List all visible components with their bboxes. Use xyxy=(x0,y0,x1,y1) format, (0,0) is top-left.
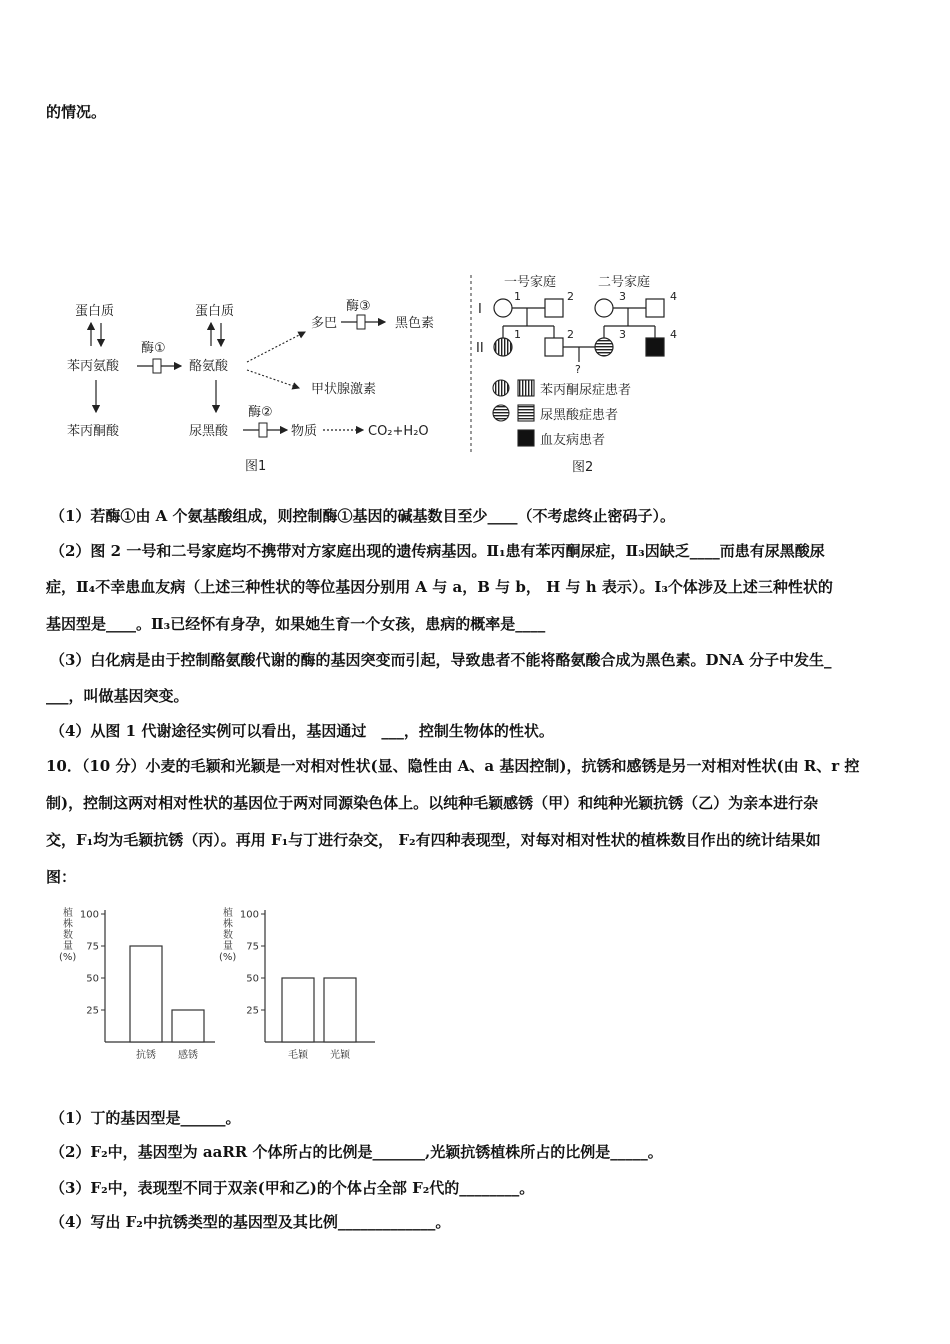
legend-alkaptonuria-female xyxy=(493,405,509,421)
q9-sub3-line2: ___，叫做基因突变。 xyxy=(46,687,189,705)
pedigree-num-i1: 1 xyxy=(514,290,521,303)
generation-i-label: I xyxy=(478,302,482,317)
chart-y-tick-label: 75 xyxy=(246,941,259,953)
pedigree-num-ii4: 4 xyxy=(670,328,677,341)
q9-sub2-line3: 基因型是____。Ⅱ₃已经怀有身孕，如果她生育一个女孩，患病的概率是____ xyxy=(46,615,546,633)
pedigree-num-ii3: 3 xyxy=(619,328,626,341)
legend-alkaptonuria-male xyxy=(518,405,534,421)
q9-sub2-line1: （2）图 2 一号和二号家庭均不携带对方家庭出现的遗传病基因。Ⅱ₁患有苯丙酮尿症，Ⅱ₃因缺乏____而患有尿黑酸尿 xyxy=(50,542,825,560)
legend-alkaptonuria-label: 尿黑酸症患者 xyxy=(540,408,619,423)
chart-rust-resistance xyxy=(55,898,225,1073)
chart-bar xyxy=(130,946,162,1042)
chart-y-tick-label: 50 xyxy=(246,973,259,985)
pedigree-num-i2: 2 xyxy=(567,290,574,303)
pedigree-i3-female xyxy=(595,299,613,317)
node-melanin: 黑色素 xyxy=(395,316,435,331)
chart-y-label: 植株数量(%) xyxy=(59,908,77,963)
chart-bar xyxy=(282,978,314,1042)
chart-y-tick-label: 50 xyxy=(86,973,99,985)
legend-pku-female xyxy=(493,380,509,396)
pedigree-ii4-affected-hemophilia xyxy=(646,338,664,356)
node-protein-left: 蛋白质 xyxy=(75,304,115,319)
node-substance: 物质 xyxy=(291,424,318,439)
pedigree-num-ii1: 1 xyxy=(514,328,521,341)
q10-stem-line2: 制)，控制这两对相对性状的基因位于两对同源染色体上。以纯种毛颖感锈（甲）和纯种光颖抗锈（乙）为亲本进行杂 xyxy=(46,794,819,812)
legend-hemophilia-label: 血友病患者 xyxy=(540,433,606,448)
figure-1-caption: 图1 xyxy=(245,459,267,474)
chart-x-tick-label: 光颖 xyxy=(330,1050,350,1061)
enzyme-2-label: 酶② xyxy=(248,405,273,420)
q10-sub4: （4）写出 F₂中抗锈类型的基因型及其比例_____________。 xyxy=(50,1213,451,1231)
node-dopa: 多巴 xyxy=(311,316,338,331)
node-protein-mid: 蛋白质 xyxy=(195,304,235,319)
chart-x-tick-label: 毛颖 xyxy=(288,1050,308,1061)
q10-sub2: （2）F₂中，基因型为 aaRR 个体所占的比例是_______,光颖抗锈植株所占的比例是_____。 xyxy=(50,1143,663,1161)
chart-y-tick-label: 25 xyxy=(86,1005,99,1017)
q9-sub1: （1）若酶①由 A 个氨基酸组成，则控制酶①基因的碱基数目至少____（不考虑终止密码子）。 xyxy=(50,507,676,525)
chart-x-tick-label: 感锈 xyxy=(178,1050,198,1061)
chart-bar xyxy=(324,978,356,1042)
node-phenylalanine: 苯丙氨酸 xyxy=(67,359,120,374)
generation-ii-label: II xyxy=(476,341,484,356)
intro-text: 的情况。 xyxy=(46,103,107,121)
node-co2-h2o: CO₂+H₂O xyxy=(368,424,429,439)
pedigree-ii2-male xyxy=(545,338,563,356)
legend-hemophilia-male xyxy=(518,430,534,446)
chart-bar xyxy=(172,1010,204,1042)
chart-glume-hair xyxy=(215,898,395,1073)
figure-2-pedigree xyxy=(474,268,704,478)
chart-y-tick-label: 100 xyxy=(239,909,259,921)
q9-sub2-line2: 症，Ⅱ₄不幸患血友病（上述三种性状的等位基因分别用 A 与 a，B 与 b， H 与 h 表示）。I₃个体涉及上述三种性状的 xyxy=(46,578,833,596)
enzyme-3-label: 酶③ xyxy=(346,299,371,314)
pedigree-i4-male xyxy=(646,299,664,317)
chart-y-tick-label: 75 xyxy=(86,941,99,953)
node-homogentisic-acid: 尿黑酸 xyxy=(189,424,229,439)
family-1-label: 一号家庭 xyxy=(504,275,557,290)
pedigree-num-i4: 4 xyxy=(670,290,677,303)
pedigree-i1-female xyxy=(494,299,512,317)
family-2-label: 二号家庭 xyxy=(598,275,651,290)
q9-sub4: （4）从图 1 代谢途径实例可以看出，基因通过 ___，控制生物体的性状。 xyxy=(50,722,554,740)
pedigree-question-mark: ? xyxy=(575,363,581,376)
pedigree-ii1-affected-pku xyxy=(494,338,512,356)
pedigree-num-ii2: 2 xyxy=(567,328,574,341)
node-thyroxine: 甲状腺激素 xyxy=(311,382,377,397)
q10-sub3: （3）F₂中，表现型不同于双亲(甲和乙)的个体占全部 F₂代的________。 xyxy=(50,1179,535,1197)
q10-stem-line4: 图： xyxy=(46,868,77,886)
chart-y-tick-label: 25 xyxy=(246,1005,259,1017)
q9-sub3-line1: （3）白化病是由于控制酪氨酸代谢的酶的基因突变而引起，导致患者不能将酪氨酸合成为黑色素。DNA 分子中发生_ xyxy=(50,651,832,669)
figure-2-caption: 图2 xyxy=(572,460,594,475)
figure-1-metabolic-pathway xyxy=(55,290,465,475)
q10-sub1: （1）丁的基因型是______。 xyxy=(50,1109,241,1127)
chart-y-label: 植株数量(%) xyxy=(219,908,237,963)
node-tyrosine: 酪氨酸 xyxy=(189,359,229,374)
q10-stem-line1: 10．（10 分）小麦的毛颖和光颖是一对相对性状(显、隐性由 A、a 基因控制)，抗锈和感锈是另一对相对性状(由 R、r 控 xyxy=(46,757,860,775)
chart-x-tick-label: 抗锈 xyxy=(136,1050,156,1061)
pedigree-num-i3: 3 xyxy=(619,290,626,303)
legend-pku-label: 苯丙酮尿症患者 xyxy=(540,383,632,398)
pedigree-i2-male xyxy=(545,299,563,317)
chart-y-tick-label: 100 xyxy=(79,909,99,921)
enzyme-1-label: 酶① xyxy=(141,341,166,356)
q10-stem-line3: 交，F₁均为毛颖抗锈（丙）。再用 F₁与丁进行杂交， F₂有四种表现型，对每对相对性状的植株数目作出的统计结果如 xyxy=(46,831,821,849)
node-phenylpyruvate: 苯丙酮酸 xyxy=(67,424,120,439)
legend-pku-male xyxy=(518,380,534,396)
pedigree-ii3-affected-alkaptonuria xyxy=(595,338,613,356)
